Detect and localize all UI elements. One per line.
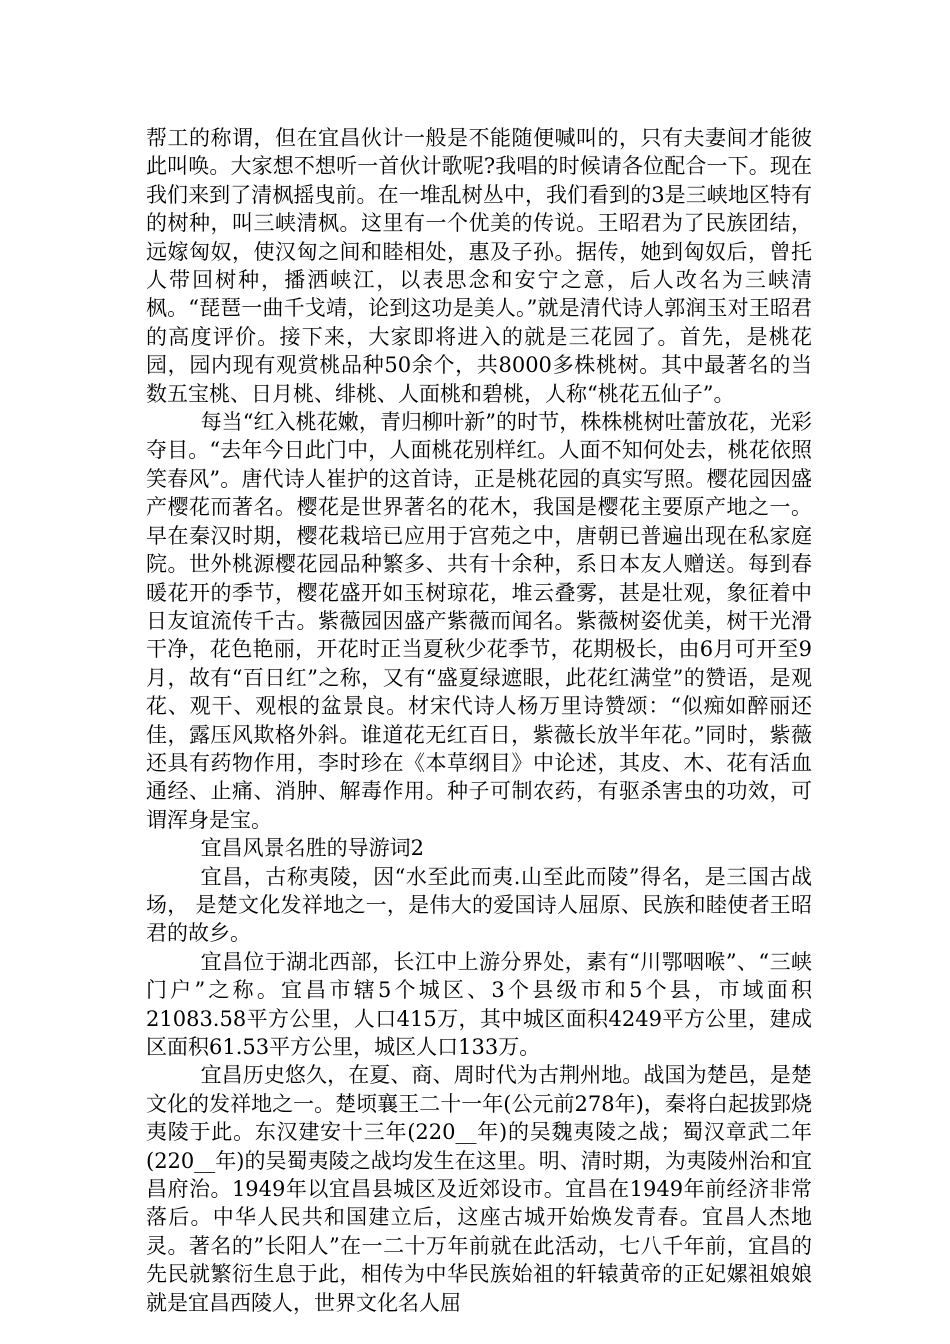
document-body <box>146 124 812 1317</box>
paragraph-5: 宜昌历史悠久，在夏、商、周时代为古荆州地。战国为楚邑，是楚文化的发祥地之一。楚顷襄王二十一年(公元前278年)，秦将白起拔郢烧夷陵于此。东汉建安十三年(220__年)的吴魏夷陵之战；蜀汉章武二年(220__年)的吴蜀夷陵之战均发生在这里。明、清时期，为夷陵州治和宜昌府治。1949年以宜昌县城区及近郊设市。宜昌在1949年前经济非常落后。中华人民共和国建立后，这座古城开始焕发青春。宜昌人杰地灵。著名的”长阳人”在一二十万年前就在此活动，七八千年前，宜昌的先民就繁衍生息于此，相传为中华民族始祖的轩辕黄帝的正妃嫘祖娘娘就是宜昌西陵人，世界文化名人屈 <box>146 1063 812 1315</box>
section-heading: 宜昌风景名胜的导游词2 <box>200 836 424 861</box>
paragraph-1: 帮工的称谓，但在宜昌伙计一般是不能随便喊叫的，只有夫妻间才能彼此叫唤。大家想不想听一首伙计歌呢?我唱的时候请各位配合一下。现在我们来到了清枫摇曳前。在一堆乱树丛中，我们看到的3是三峡地区特有的树种，叫三峡清枫。这里有一个优美的传说。王昭君为了民族团结，远嫁匈奴，使汉匈之间和睦相处，惠及子孙。据传，她到匈奴后，曾托人带回树种，播洒峡江，以表思念和安宁之意，后人改名为三峡清枫。“琵琶一曲千戈靖，论到这功是美人。”就是清代诗人郭润玉对王昭君的高度评价。接下来，大家即将进入的就是三花园了。首先，是桃花园，园内现有观赏桃品种50余个，共8000多株桃树。其中最著名的当数五宝桃、日月桃、绯桃、人面桃和碧桃，人称“桃花五仙子”。 <box>146 126 812 406</box>
paragraph-3: 宜昌，古称夷陵，因“水至此而夷.山至此而陵”得名，是三国古战场， 是楚文化发祥地之一，是伟大的爱国诗人屈原、民族和睦使者王昭君的故乡。 <box>146 864 812 946</box>
paragraph-2: 每当“红入桃花嫩，青归柳叶新”的时节，株株桃树吐蕾放花，光彩夺目。“去年今日此门中，人面桃花别样红。人面不知何处去，桃花依照笑春风”。唐代诗人崔护的这首诗，正是桃花园的真实写照。樱花园因盛产樱花而著名。樱花是世界著名的花木，我国是樱花主要原产地之一。早在秦汉时期，樱花栽培已应用于宫苑之中，唐朝已普遍出现在私家庭院。世外桃源樱花园品种繁多、共有十余种，系日本友人赠送。每到春暖花开的季节，樱花盛开如玉树琼花，堆云叠雾，甚是壮观，象征着中日友谊流传千古。紫薇园因盛产紫薇而闻名。紫薇树姿优美，树干光滑干净，花色艳丽，开花时正当夏秋少花季节，花期极长，由6月可开至9月，故有“百日红”之称，又有“盛夏绿遮眼，此花红满堂”的赞语，是观花、观干、观根的盆景良。材宋代诗人杨万里诗赞颂：“似痴如醉丽还佳，露压风欺格外斜。谁道花无红百日，紫薇长放半年花。”同时，紫薇还具有药物作用，李时珍在《本草纲目》中论述，其皮、木、花有活血通经、止痛、消肿、解毒作用。种子可制农药，有驱杀害虫的功效，可谓浑身是宝。 <box>146 410 812 832</box>
paragraph-4: 宜昌位于湖北西部，长江中上游分界处，素有“川鄂咽喉”、“三峡门户”之称。宜昌市辖5个城区、3个县级市和5个县，市域面积21083.58平方公里，人口415万，其中城区面积4249平方公里，建成区面积61.53平方公里，城区人口133万。 <box>146 949 812 1059</box>
